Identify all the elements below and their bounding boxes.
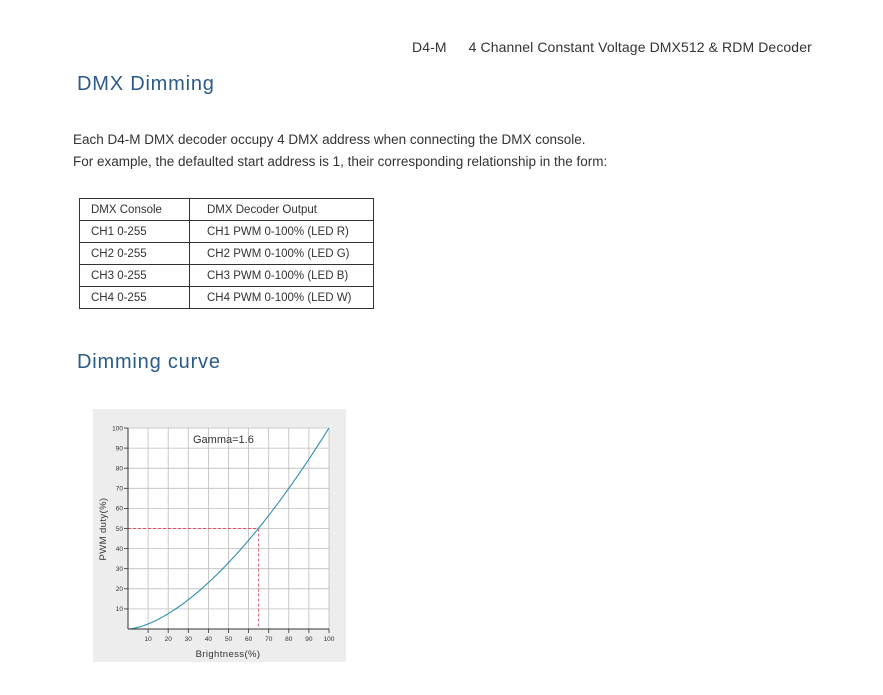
- table-cell: CH3 0-255: [80, 265, 190, 287]
- table-cell: CH4 0-255: [80, 287, 190, 309]
- x-tick-label: 60: [244, 636, 253, 643]
- y-tick-label: 70: [115, 485, 123, 493]
- x-tick-label: 40: [204, 636, 213, 643]
- x-tick-label: 30: [184, 636, 192, 643]
- y-tick-label: 80: [115, 465, 123, 473]
- x-tick-label: 20: [164, 636, 172, 643]
- intro-line-2: For example, the defaulted start address is 1, their corresponding relationship in the form:: [73, 154, 608, 169]
- x-tick-label: 100: [323, 636, 335, 643]
- table-cell: CH1 PWM 0-100% (LED R): [190, 221, 374, 243]
- y-tick-label: 40: [115, 545, 123, 553]
- y-tick-label: 20: [115, 586, 123, 594]
- table-row: [80, 243, 374, 265]
- table-cell: CH4 PWM 0-100% (LED W): [190, 287, 374, 309]
- dimming-curve-chart: [93, 409, 346, 662]
- section-title-dmx-dimming: DMX Dimming: [77, 73, 215, 95]
- gamma-annotation: Gamma=1.6: [193, 434, 254, 446]
- y-tick-label: 60: [115, 505, 123, 513]
- x-tick-label: 10: [144, 636, 152, 643]
- x-axis-label: Brightness(%): [195, 649, 261, 660]
- table-row: [80, 265, 374, 287]
- document-header: [412, 39, 812, 55]
- table-cell: CH2 0-255: [80, 243, 190, 265]
- x-tick-label: 70: [265, 636, 273, 643]
- y-tick-labels: [112, 425, 123, 613]
- dimming-curve-svg: [93, 409, 346, 662]
- table-header-row: [80, 199, 374, 221]
- intro-paragraph: [73, 129, 607, 173]
- y-tick-label: 50: [115, 525, 123, 533]
- y-tick-label: 90: [115, 445, 123, 453]
- table-header-console: DMX Console: [80, 199, 190, 221]
- table-cell: CH2 PWM 0-100% (LED G): [190, 243, 374, 265]
- x-tick-label: 50: [224, 636, 233, 643]
- intro-line-1: Each D4-M DMX decoder occupy 4 DMX address when connecting the DMX console.: [73, 132, 586, 147]
- table-row: [80, 221, 374, 243]
- header-model: D4-M: [412, 39, 447, 55]
- y-tick-label: 30: [115, 566, 123, 573]
- table-row: [80, 287, 374, 309]
- table-header-output: DMX Decoder Output: [190, 199, 374, 221]
- x-tick-labels: [144, 636, 334, 643]
- header-title: 4 Channel Constant Voltage DMX512 & RDM Decoder: [468, 39, 812, 55]
- dmx-mapping-table: [79, 198, 374, 309]
- y-tick-label: 10: [115, 606, 123, 614]
- section-title-dimming-curve: Dimming curve: [77, 351, 221, 373]
- table-cell: CH3 PWM 0-100% (LED B): [190, 265, 374, 287]
- y-axis-label: PWM duty(%): [98, 497, 109, 561]
- table-cell: CH1 0-255: [80, 221, 190, 243]
- x-tick-label: 80: [285, 636, 293, 643]
- x-tick-label: 90: [305, 636, 313, 643]
- y-tick-label: 100: [112, 425, 123, 433]
